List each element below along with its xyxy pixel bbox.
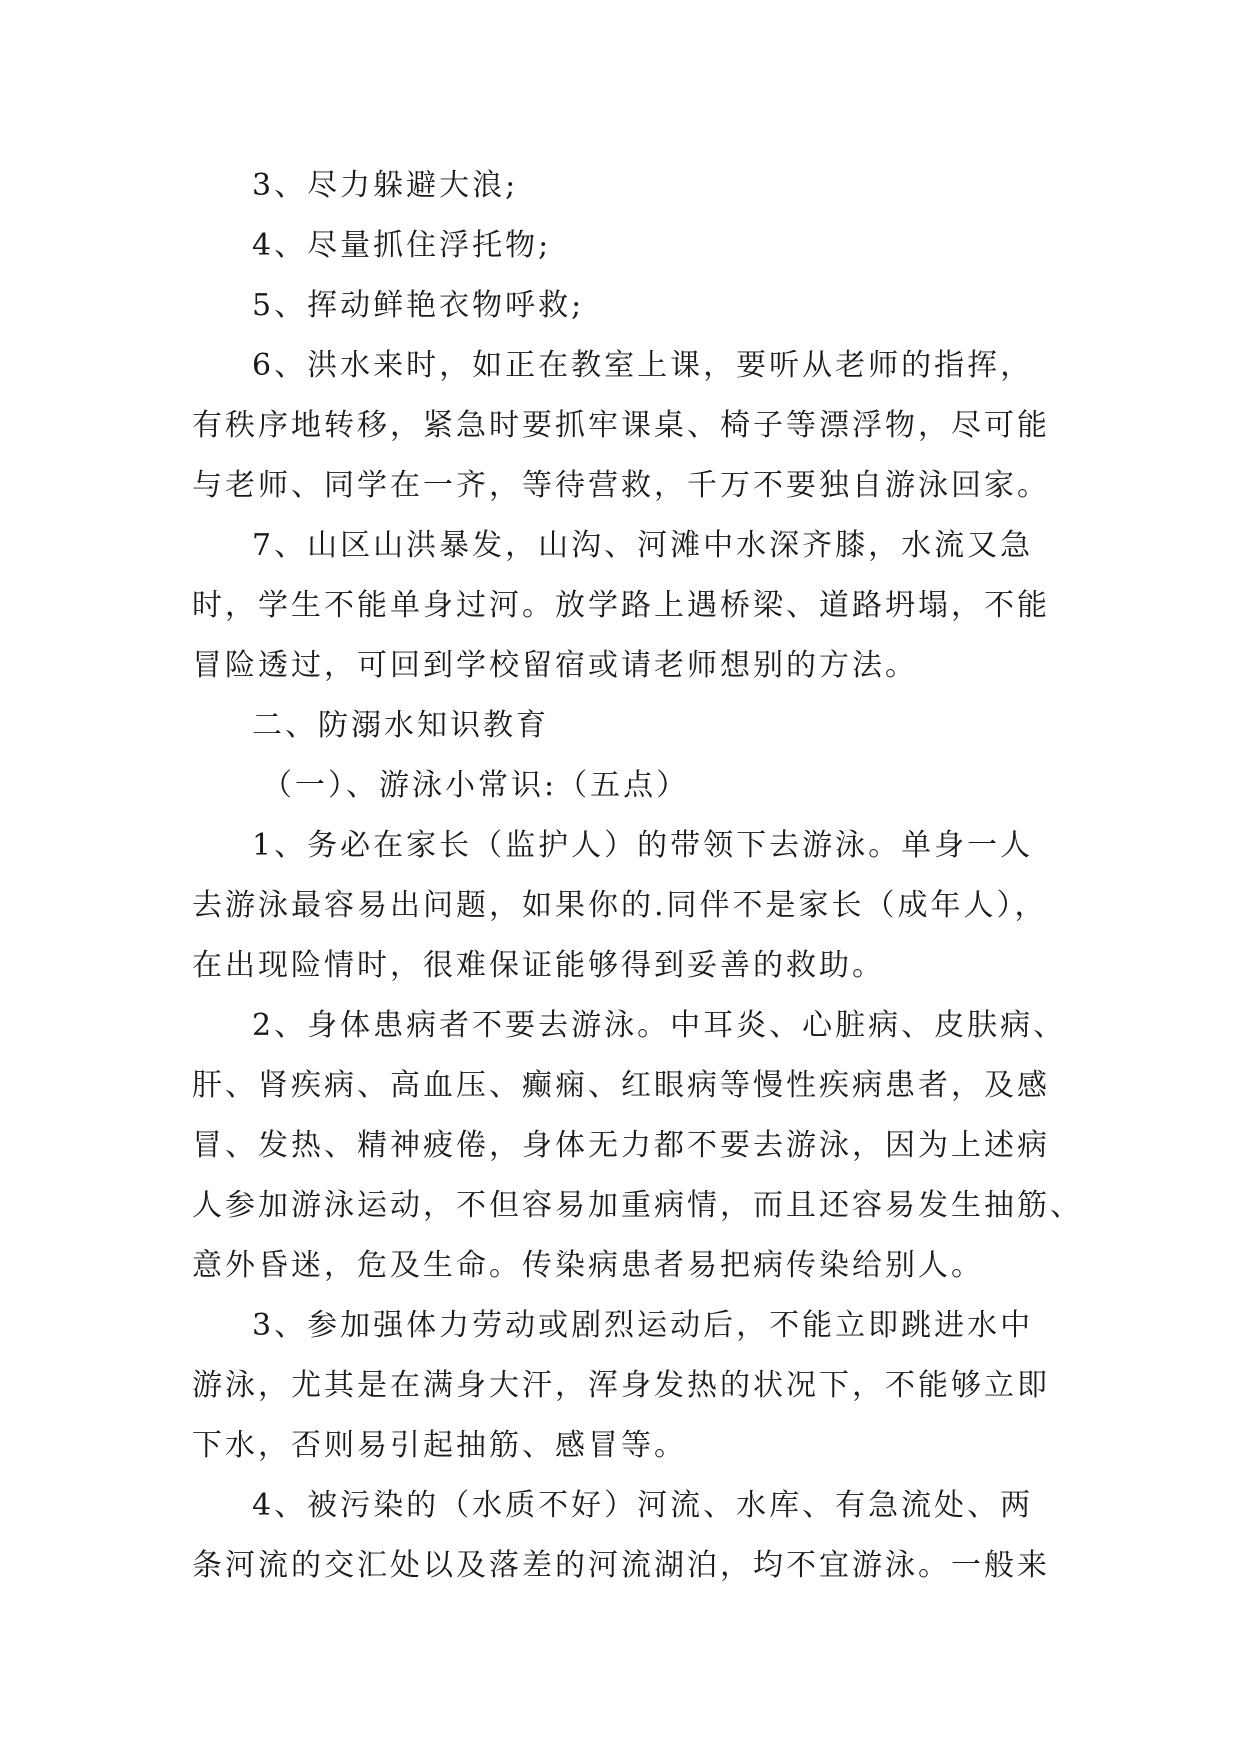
text-line: 条河流的交汇处以及落差的河流湖泊，均不宜游泳。一般来	[192, 1548, 1050, 1583]
text-line: 冒、发热、精神疲倦，身体无力都不要去游泳，因为上述病	[192, 1128, 1050, 1163]
text-line: 在出现险情时，很难保证能够得到妥善的救助。	[192, 948, 885, 983]
text-line: 肝、肾疾病、高血压、癫痫、红眼病等慢性疾病患者，及感	[192, 1068, 1050, 1103]
text-line: 与老师、同学在一齐，等待营救，千万不要独自游泳回家。	[192, 468, 1050, 503]
text-line: 去游泳最容易出问题，如果你的.同伴不是家长（成年人），	[192, 888, 1048, 923]
text-line: 游泳，尤其是在满身大汗，浑身发热的状况下，不能够立即	[192, 1368, 1050, 1403]
text-line: 2、身体患病者不要去游泳。中耳炎、心脏病、皮肤病、	[252, 1008, 1067, 1043]
text-line: 7、山区山洪暴发，山沟、河滩中水深齐膝，水流又急	[252, 528, 1034, 563]
text-line: 冒险透过，可回到学校留宿或请老师想别的方法。	[192, 648, 918, 683]
text-line: 1、务必在家长（监护人）的带领下去游泳。单身一人	[252, 828, 1034, 863]
text-line: 有秩序地转移，紧急时要抓牢课桌、椅子等漂浮物，尽可能	[192, 408, 1050, 443]
text-line: 意外昏迷，危及生命。传染病患者易把病传染给别人。	[192, 1248, 984, 1283]
text-line: 3、尽力躲避大浪;	[252, 168, 519, 203]
subsection-heading: （一）、游泳小常识:（五点）	[262, 768, 690, 803]
text-line: 时，学生不能单身过河。放学路上遇桥梁、道路坍塌，不能	[192, 588, 1050, 623]
text-line: 4、尽量抓住浮托物;	[252, 228, 552, 263]
text-line: 5、挥动鲜艳衣物呼救;	[252, 288, 585, 323]
text-line: 人参加游泳运动，不但容易加重病情，而且还容易发生抽筋、	[192, 1188, 1083, 1223]
text-line: 4、被污染的（水质不好）河流、水库、有急流处、两	[252, 1488, 1034, 1523]
text-line: 下水，否则易引起抽筋、感冒等。	[192, 1428, 687, 1463]
section-heading: 二、防溺水知识教育	[252, 708, 549, 743]
text-line: 3、参加强体力劳动或剧烈运动后，不能立即跳进水中	[252, 1308, 1034, 1343]
text-line: 6、洪水来时，如正在教室上课，要听从老师的指挥，	[252, 348, 1034, 383]
